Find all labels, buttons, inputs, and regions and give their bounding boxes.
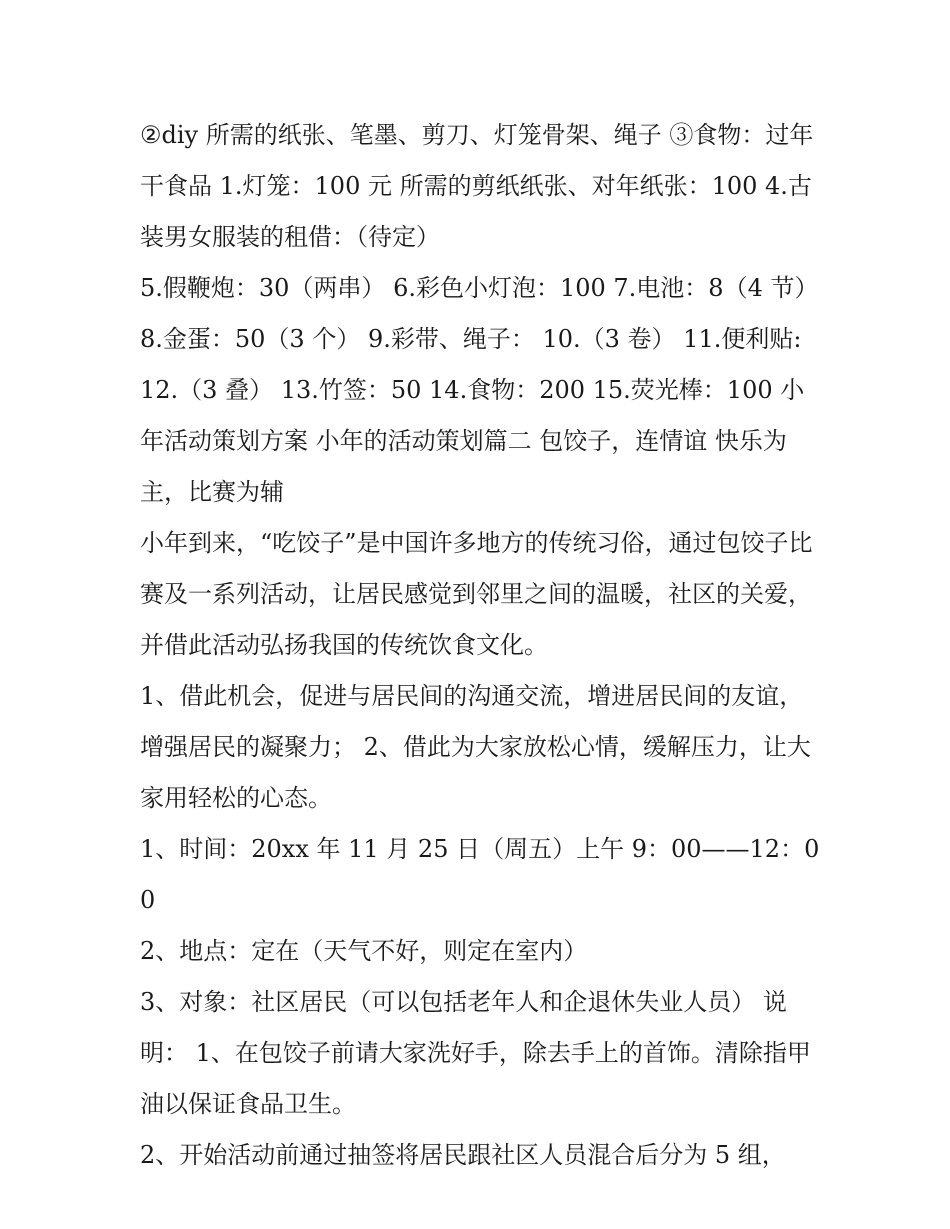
document-body	[140, 110, 820, 1181]
paragraph-items-5-7: 5.假鞭炮：30（两串） 6.彩色小灯泡：100 7.电池：8（4 节）	[140, 274, 819, 302]
paragraph-audience: 3、对象：社区居民（可以包括老年人和企退休失业人员） 说明： 1、在包饺子前请大家洗好手，除去手上的首饰。清除指甲油以保证食品卫生。	[140, 988, 811, 1118]
paragraph-time: 1、时间：20xx 年 11 月 25 日（周五）上午 9：00——12：00	[140, 835, 820, 914]
paragraph-supplies-list: ②diy 所需的纸张、笔墨、剪刀、灯笼骨架、绳子 ③食物：过年干食品 1.灯笼：100 元 所需的剪纸纸张、对年纸张：100 4.古装男女服装的租借：（待定）	[140, 121, 814, 251]
paragraph-purpose: 1、借此机会，促进与居民间的沟通交流，增进居民间的友谊，增强居民的凝聚力； 2、借此为大家放松心情，缓解压力，让大家用轻松的心态。	[140, 682, 811, 812]
paragraph-location: 2、地点：定在（天气不好，则定在室内）	[140, 937, 588, 965]
paragraph-items-8-11: 8.金蛋：50（3 个） 9.彩带、绳子： 10.（3 卷） 11.便利贴:	[140, 325, 802, 353]
paragraph-grouping: 2、开始活动前通过抽签将居民跟社区人员混合后分为 5 组，	[140, 1141, 786, 1169]
paragraph-background: 小年到来，“吃饺子”是中国许多地方的传统习俗，通过包饺子比赛及一系列活动，让居民感觉到邻里之间的温暖，社区的关爱，并借此活动弘扬我国的传统饮食文化。	[140, 529, 813, 659]
paragraph-items-12-15: 12.（3 叠） 13.竹签：50 14.食物：200 15.荧光棒：100 小年活动策划方案 小年的活动策划篇二 包饺子，连情谊 快乐为主，比赛为辅	[140, 376, 805, 506]
